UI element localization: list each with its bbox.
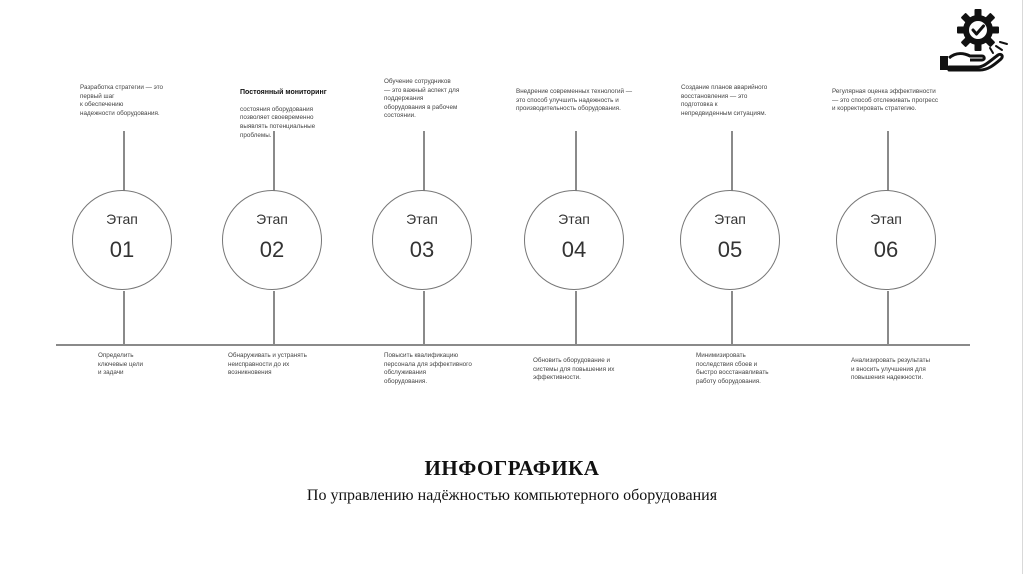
stage-05-bottom-note: Минимизировать последствия сбоев и быстро восстанавливать работу оборудования. [696,352,769,385]
infographic-subtitle: По управлению надёжностью компьютерного оборудования [306,487,718,504]
stage-circle [72,190,172,290]
stage-label: Этап [406,211,438,227]
stage-02-top-body: состояния оборудования позволяет своевременно выявлять потенциальные проблемы. [240,105,316,139]
stage-circle [836,190,936,290]
stage-connector-bottom [731,291,733,345]
stage-label: Этап [256,211,288,227]
gear-check-hand-icon [938,6,1012,72]
stage-connector-bottom [887,291,889,345]
stage-04-bottom-note: Обновить оборудование и системы для повышения их эффективности. [533,357,615,382]
stage-01-top-note: Разработка стратегии — это первый шаг к обеспечению надежности оборудования. [80,84,164,117]
stage-03-top-note: Обучение сотрудников — это важный аспект для поддержания оборудования в рабочем состоянии. [384,78,460,120]
stage-connector-bottom [273,291,275,345]
stage-number: 02 [259,237,285,262]
stage-circle [524,190,624,290]
timeline-axis [56,344,970,346]
stage-connector-top [123,131,125,191]
stage-number: 05 [717,237,743,262]
stage-label: Этап [870,211,902,227]
stage-circle [372,190,472,290]
stage-connector-top [575,131,577,191]
stage-label: Этап [714,211,746,227]
stage-02-top-note [240,80,352,149]
stage-04-top-note: Внедрение современных технологий — это способ улучшить надежность и производительность оборудования. [516,88,633,113]
stage-06-bottom-note: Анализировать результаты и вносить улучшения для повышения надежности. [851,357,931,382]
stage-number: 03 [409,237,435,262]
stage-03-bottom-note: Повысить квалификацию персонала для эффективного обслуживания оборудования. [384,352,472,385]
stage-connector-bottom [575,291,577,345]
stage-number: 01 [109,237,135,262]
infographic-title: ИНФОГРАФИКА [424,456,600,480]
stage-circle [680,190,780,290]
stage-number: 04 [561,237,587,262]
stage-connector-top [731,131,733,191]
stage-number: 06 [873,237,899,262]
stage-label: Этап [558,211,590,227]
stage-connector-bottom [423,291,425,345]
stage-01-bottom-note: Определить ключевые цели и задачи [98,352,144,377]
stage-05-top-note: Создание планов аварийного восстановления — это подготовка к непредвиденным ситуациям. [681,84,768,117]
stage-label: Этап [106,211,138,227]
stage-02-top-head: Постоянный мониторинг [240,88,327,96]
stage-06-top-note: Регулярная оценка эффективности — это способ отслеживать прогресс и корректировать стратегию. [832,88,939,113]
stage-connector-top [887,131,889,191]
stage-connector-bottom [123,291,125,345]
stage-02-bottom-note: Обнаруживать и устранять неисправности до их возникновения [228,352,307,377]
stage-circle [222,190,322,290]
stage-connector-top [423,131,425,191]
